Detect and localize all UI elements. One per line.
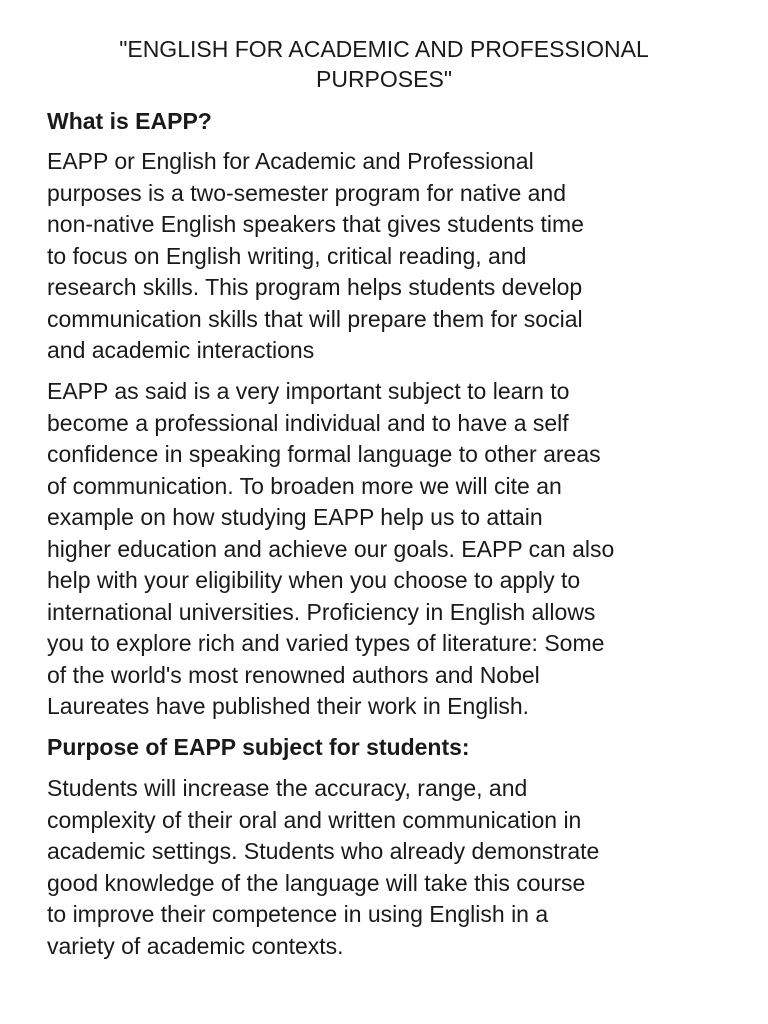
document-title: "ENGLISH FOR ACADEMIC AND PROFESSIONAL PURPOSES" <box>119 36 649 92</box>
paragraph-eapp-definition: EAPP or English for Academic and Professional purposes is a two-semester program for native and non-native English speakers that gives students time to focus on English writing, critical reading, and research skills. This program helps students develop communication skills that will prepare them for social and academic interactions <box>47 148 584 363</box>
paragraph-purpose-for-students: Students will increase the accuracy, range, and complexity of their oral and written communication in academic settings. Students who already demonstrate good knowledge of the language will take this course to improve their competence in using English in a variety of academic contexts. <box>47 775 600 959</box>
section-heading-what-is-eapp: What is EAPP? <box>47 108 212 134</box>
section-heading-purpose-of-eapp: Purpose of EAPP subject for students: <box>47 734 470 760</box>
paragraph-eapp-importance: EAPP as said is a very important subject to learn to become a professional individual and to have a self confidence in speaking formal language to other areas of communication. To broaden more we will cite an example on how studying EAPP help us to attain higher education and achieve our goals. EAPP can also help with your eligibility when you choose to apply to international universities. Proficiency in English allows you to explore rich and varied types of literature: Some of the world's most renowned authors and Nobel Laureates have published their work in English. <box>47 378 615 719</box>
